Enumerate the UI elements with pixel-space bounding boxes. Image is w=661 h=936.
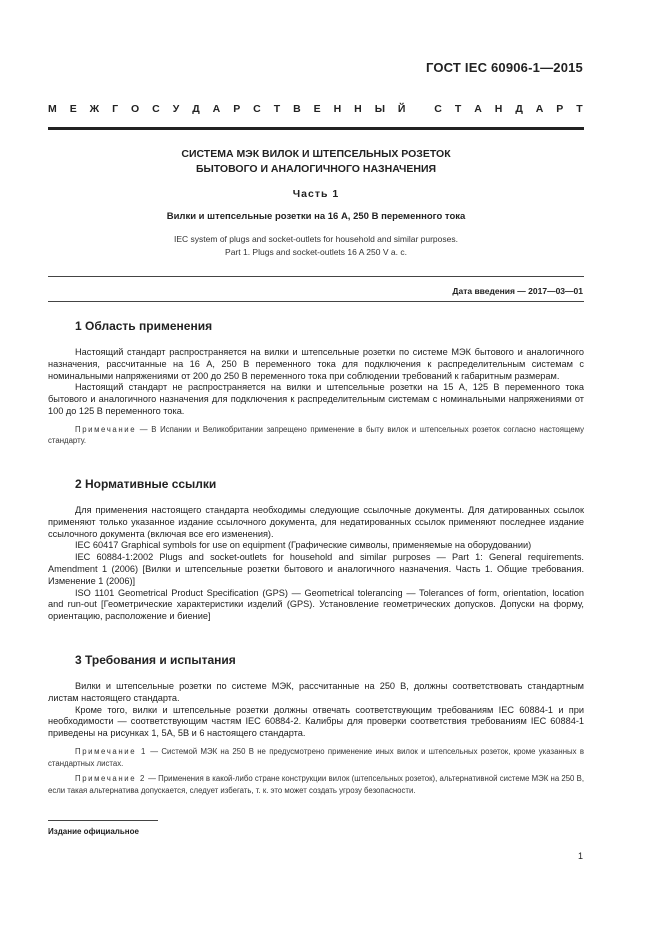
note — [48, 773, 584, 796]
note — [48, 424, 584, 447]
note-label: Примечание — [75, 424, 137, 434]
banner-letter — [418, 103, 422, 115]
part-label: Часть 1 — [292, 188, 340, 200]
banner-letter: Н — [354, 103, 363, 115]
title-line-1: СИСТЕМА МЭК ВИЛОК И ШТЕПСЕЛЬНЫХ РОЗЕТОК — [181, 148, 451, 160]
banner-letter: С — [253, 103, 262, 115]
title-line-2: БЫТОВОГО И АНАЛОГИЧНОГО НАЗНАЧЕНИЯ — [195, 163, 437, 175]
banner-letter: Р — [233, 103, 242, 115]
interstate-standard-banner — [48, 103, 584, 115]
title-bottom-rule — [48, 276, 584, 277]
banner-letter: О — [131, 103, 141, 115]
banner-letter: М — [48, 103, 58, 115]
introduction-date: Дата введения — 2017—03—01 — [452, 286, 583, 296]
reference-item: ISO 1101 Geometrical Product Specification (GPS) — Geometrical tolerancing — Tolerances of form, orientation, location and run-out [Геометрические характеристики изделий (GPS). Установление геометрических допусков. Допуски на форму, ориентацию, расположение и биение] — [48, 587, 584, 622]
note-text: — В Испании и Великобритании запрещено применение в быту вилок и штепсельных розеток согласно настоящему стандарту. — [48, 424, 584, 446]
banner-letter: Т — [454, 103, 463, 115]
note-label: Примечание 1 — [75, 746, 147, 756]
banner-letter: Г — [112, 103, 120, 115]
subtitle: Вилки и штепсельные розетки на 16 А, 250 В переменного тока — [166, 211, 466, 222]
banner-letter: Ы — [374, 103, 386, 115]
paragraph: Настоящий стандарт не распространяется на вилки и штепсельные розетки на 15 А, 125 В переменного тока бытового и аналогичного назначения для подключения к распределительным системам с номинальными напряжениями от 100 до 125 В переменного тока. — [48, 382, 584, 416]
footer-rule — [48, 820, 158, 821]
section-heading: 2 Нормативные ссылки — [75, 477, 217, 491]
note-label: Примечание 2 — [75, 774, 146, 784]
banner-letter: С — [152, 103, 161, 115]
banner-letter: Т — [273, 103, 282, 115]
banner-letter: Д — [515, 103, 524, 115]
banner-letter: А — [212, 103, 222, 115]
section-scope — [48, 319, 584, 447]
banner-letter: У — [172, 103, 181, 115]
paragraph: Настоящий стандарт распространяется на вилки и штепсельные розетки по системе МЭК бытового и аналогичного назначения, рассчитанные на 16 А, 250 В переменного тока для подключения к распределительным системам с номинальными напряжениями от 200 до 250 В переменного тока при соблюдении требований к габаритным размерам. — [48, 347, 584, 381]
section-requirements — [48, 653, 584, 796]
section-normative-references — [48, 477, 584, 623]
banner-letter: С — [434, 103, 443, 115]
paragraph: Кроме того, вилки и штепсельные розетки должны отвечать соответствующим требованиям IEC 60884-1 и при необходимости — соответствующим частям IEC 60884-2. Калибры для проверки соответствия требованиям IEC 60884-1 приведены на рисунках 1, 5А, 5В и 6 настоящего стандарта. — [48, 704, 584, 739]
banner-letter: Т — [576, 103, 584, 115]
banner-letter: Е — [313, 103, 322, 115]
banner-letter: Р — [556, 103, 565, 115]
section-heading: 1 Область применения — [75, 319, 213, 333]
banner-letter: Д — [192, 103, 201, 115]
reference-item: IEC 60884-1:2002 Plugs and socket-outlets for household and similar purposes — Part 1: General requirements. Amendment 1 (2006) [Вилки и штепсельные розетки бытового и аналогичного назначения. Часть 1. Общие требования. Изменение 1 (2006)] — [48, 552, 584, 586]
header-rule — [48, 127, 584, 130]
english-title-line-2: Part 1. Plugs and socket-outlets 16 A 250 V a. c. — [225, 247, 407, 257]
section-heading: 3 Требования и испытания — [75, 653, 236, 667]
edition-label: Издание официальное — [48, 827, 139, 836]
date-bottom-rule — [48, 301, 584, 302]
banner-letter: Й — [397, 103, 407, 115]
banner-letter: Е — [69, 103, 78, 115]
note — [48, 746, 584, 769]
title-block — [48, 147, 584, 259]
banner-letter: В — [293, 103, 302, 115]
banner-letter: А — [535, 103, 545, 115]
page-number: 1 — [577, 851, 583, 861]
banner-letter: А — [474, 103, 483, 115]
document-code: ГОСТ IEC 60906-1—2015 — [425, 60, 583, 75]
english-title-line-1: IEC system of plugs and socket-outlets for household and similar purposes. — [174, 234, 458, 244]
note-text: — Системой МЭК на 250 В не предусмотрено применение иных вилок и штепсельных розеток, кроме указанных в стандартных листах. — [48, 746, 584, 768]
paragraph: Для применения настоящего стандарта необходимы следующие ссылочные документы. Для датированных ссылок применяют только указанное издание ссылочного документа, для недатированных ссылок применяют последнее издание ссылочного документа (включая все его изменения). — [48, 505, 584, 539]
reference-item: IEC 60417 Graphical symbols for use on equipment (Графические символы, применяемые на оборудовании) — [75, 540, 532, 551]
paragraph: Вилки и штепсельные розетки по системе МЭК, рассчитанные на 250 В, должны соответствовать стандартным листам настоящего стандарта. — [48, 681, 584, 703]
banner-letter: Н — [333, 103, 343, 115]
banner-letter: Н — [494, 103, 504, 115]
banner-letter: Ж — [89, 103, 101, 115]
note-text: — Применения в какой-либо стране конструкции вилок (штепсельных розеток), альтернативной системе МЭК на 250 В, если такая альтернатива допускается, следует избегать, т. к. это может создать угрозу безопасности. — [48, 774, 584, 795]
